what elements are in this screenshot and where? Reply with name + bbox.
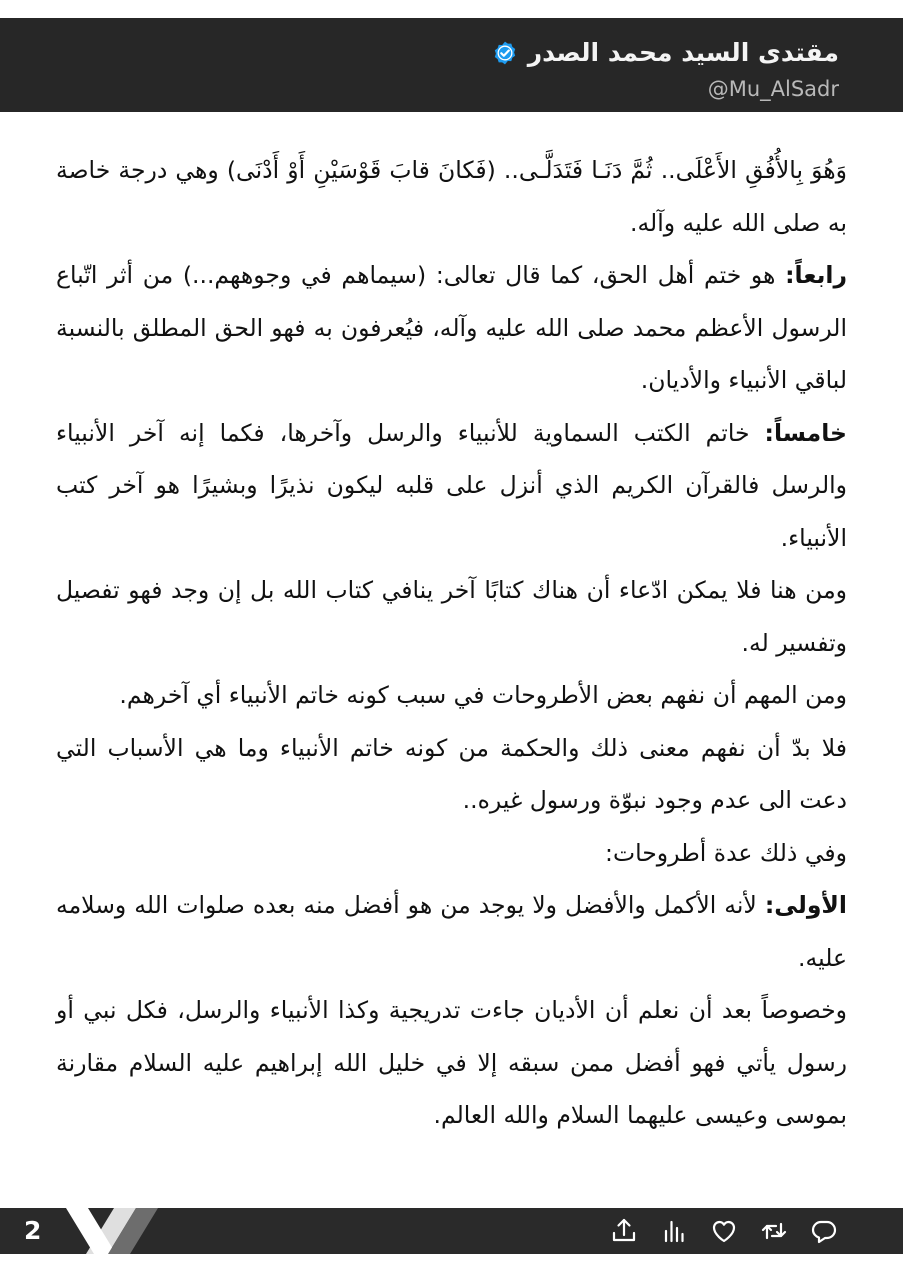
- top-bar: [0, 18, 903, 112]
- share-icon[interactable]: [609, 1216, 639, 1246]
- paragraph-4: [56, 564, 847, 669]
- paragraph-8-text: لأنه الأكمل والأفضل ولا يوجد من هو أفضل منه بعده صلوات الله وسلامه عليه.: [56, 891, 847, 972]
- paragraph-8: [56, 879, 847, 984]
- post-content: [56, 144, 847, 1142]
- page-number: 2: [24, 1216, 42, 1245]
- paragraph-3: [56, 407, 847, 565]
- paragraph-9: [56, 984, 847, 1142]
- views-icon[interactable]: [659, 1216, 689, 1246]
- paragraph-1: [56, 144, 847, 249]
- retweet-icon[interactable]: [759, 1216, 789, 1246]
- paragraph-3-lead: خامساً:: [764, 418, 847, 447]
- like-icon[interactable]: [709, 1216, 739, 1246]
- paragraph-5-text: ومن المهم أن نفهم بعض الأطروحات في سبب كونه خاتم الأنبياء أي آخرهم.: [119, 681, 847, 709]
- paragraph-6-text: فلا بدّ أن نفهم معنى ذلك والحكمة من كونه خاتم الأنبياء وما هي الأسباب التي دعت الى عدم وجود نبوّة ورسول غيره..: [56, 733, 847, 814]
- user-handle[interactable]: @Mu_AlSadr: [707, 77, 839, 101]
- paragraph-2-text: هو ختم أهل الحق، كما قال تعالى: (سيماهم في وجوههم...) من أثر اتّباع الرسول الأعظم محمد صلى الله عليه وآله، فيُعرفون به فهو الحق المطلق بالنسبة لباقي الأنبياء والأديان.: [56, 261, 847, 394]
- paragraph-6: [56, 722, 847, 827]
- paragraph-1-text: وَهُوَ بِالأُفُقِ الأَعْلَى.. ثُمَّ دَنَـا فَتَدَلَّـى.. (فَكانَ قابَ قَوْسَيْنِ أَوْ أَدْنَى) وهي درجة خاصة به صلى الله عليه وآله.: [56, 156, 847, 237]
- x-logo-icon: [66, 1208, 158, 1254]
- paragraph-2: [56, 249, 847, 407]
- paragraph-3-text: خاتم الكتب السماوية للأنبياء والرسل وآخرها، فكما إنه آخر الأنبياء والرسل فالقرآن الكريم الذي أنزل على قلبه ليكون نذيرًا وبشيرًا هو آخر كتب الأنبياء.: [56, 418, 847, 552]
- reply-icon[interactable]: [809, 1216, 839, 1246]
- paragraph-9-text: وخصوصاً بعد أن نعلم أن الأديان جاءت تدريجية وكذا الأنبياء والرسل، فكل نبي أو رسول يأتي فهو أفضل ممن سبقه إلا في خليل الله إبراهيم عليه السلام مقارنة بموسى وعيسى عليهما السلام والله العالم.: [56, 996, 847, 1129]
- paragraph-8-lead: الأولى:: [764, 891, 847, 919]
- paragraph-4-text: ومن هنا فلا يمكن ادّعاء أن هناك كتابًا آخر ينافي كتاب الله بل إن وجد فهو تفصيل وتفسير له.: [56, 576, 847, 657]
- bottom-bar: [0, 1208, 903, 1254]
- paragraph-7-text: وفي ذلك عدة أطروحات:: [605, 838, 847, 867]
- profile-header[interactable]: [492, 36, 839, 104]
- paragraph-7: [56, 827, 847, 880]
- display-name[interactable]: مقتدى السيد محمد الصدر: [527, 38, 839, 67]
- verified-badge-icon: [492, 40, 518, 66]
- post-actions: [609, 1216, 839, 1246]
- paragraph-2-lead: رابعاً:: [785, 261, 847, 289]
- paragraph-5: [56, 669, 847, 722]
- name-row: [492, 36, 839, 70]
